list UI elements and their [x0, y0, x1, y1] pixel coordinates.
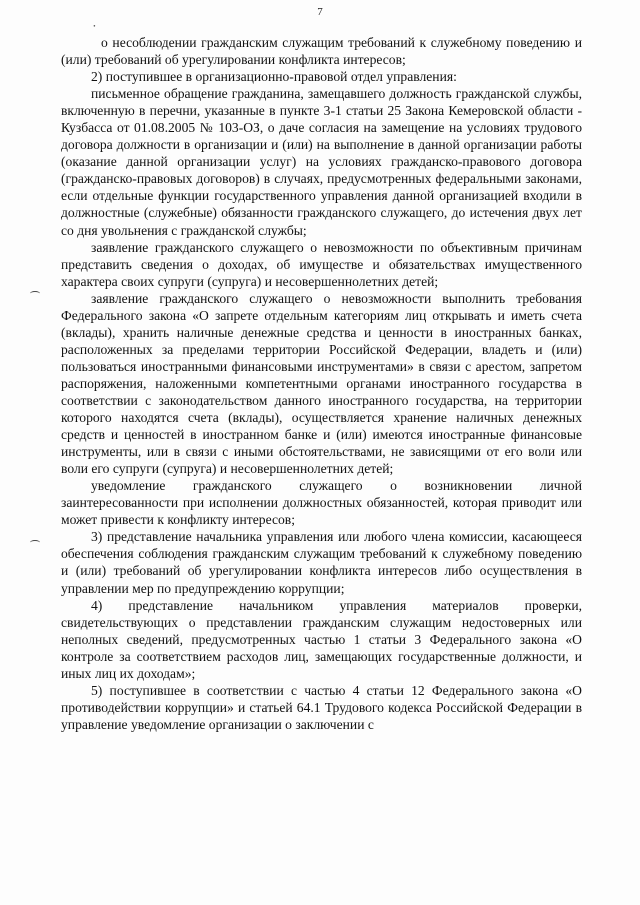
scan-artifact: ꞏ	[93, 21, 96, 31]
paragraph: 5) поступившее в соответствии с частью 4 статьи 12 Федерального закона «О противодействии коррупции» и статьей 64.1 Трудового кодекса Российской Федерации в управление уведомление организации о заключении с	[61, 682, 582, 732]
paragraph: заявление гражданского служащего о невозможности по объективным причинам представить сведения о доходах, об имуществе и обязательствах имущественного характера своих супруги (супруга) и несовершеннолетних детей;	[61, 239, 582, 289]
paragraph: заявление гражданского служащего о невозможности выполнить требования Федерального закона «О запрете отдельным категориям лиц открывать и иметь счета (вклады), хранить наличные денежные средства и ценности в иностранных банках, расположенных за пределами территории Российской Федерации, владеть и (или) пользоваться иностранными финансовыми инструментами» в связи с арестом, запретом распоряжения, наложенными компетентными органами иностранного государства в соответствии с законодательством данного иностранного государства, на территории которого находятся счета (вклады), осуществляется хранение наличных денежных средств и ценностей в иностранном банке и (или) имеются иностранные финансовые инструменты, или в связи с иными обстоятельствами, не зависящими от его воли или воли его супруги (супруга) и несовершеннолетних детей;	[61, 290, 582, 477]
scan-artifact	[30, 291, 40, 296]
page-number: 7	[317, 6, 323, 18]
paragraph: 4) представление начальником управления материалов проверки, свидетельствующих о представлении гражданским служащим недостоверных или неполных сведений, предусмотренных частью 1 статьи 3 Федерального закона «О контроле за соответствием расходов лиц, замещающих государственные должности, и иных лиц их доходам»;	[61, 597, 582, 681]
paragraph: письменное обращение гражданина, замещавшего должность гражданской службы, включенную в перечни, указанные в пункте 3-1 статьи 25 Закона Кемеровской области - Кузбасса от 01.08.2005 № 103-ОЗ, о даче согласия на замещение на условиях трудового договора должности в организации и (или) на выполнение в данной организации работы (оказание данной организации услуг) на условиях гражданско-правового договора (гражданско-правовых договоров) в случаях, предусмотренных федеральными законами, если отдельные функции государственного управления данной организацией входили в должностные (служебные) обязанности гражданского служащего, до истечения двух лет со дня увольнения с гражданской службы;	[61, 86, 582, 238]
paragraph: 3) представление начальника управления или любого члена комиссии, касающееся обеспечения соблюдения гражданским служащим требований к служебному поведению и (или) требований об урегулировании конфликта интересов либо осуществления в управлении мер по предупреждению коррупции;	[61, 529, 582, 596]
paragraph: 2) поступившее в организационно-правовой отдел управления:	[91, 69, 457, 85]
paragraph: о несоблюдении гражданским служащим требований к служебному поведению и (или) требований об урегулировании конфликта интересов;	[61, 35, 582, 68]
scan-artifact	[30, 540, 40, 545]
document-body	[61, 34, 582, 733]
paragraph: уведомление гражданского служащего о возникновении личной заинтересованности при исполнении должностных обязанностей, которая приводит или может привести к конфликту интересов;	[61, 478, 582, 528]
